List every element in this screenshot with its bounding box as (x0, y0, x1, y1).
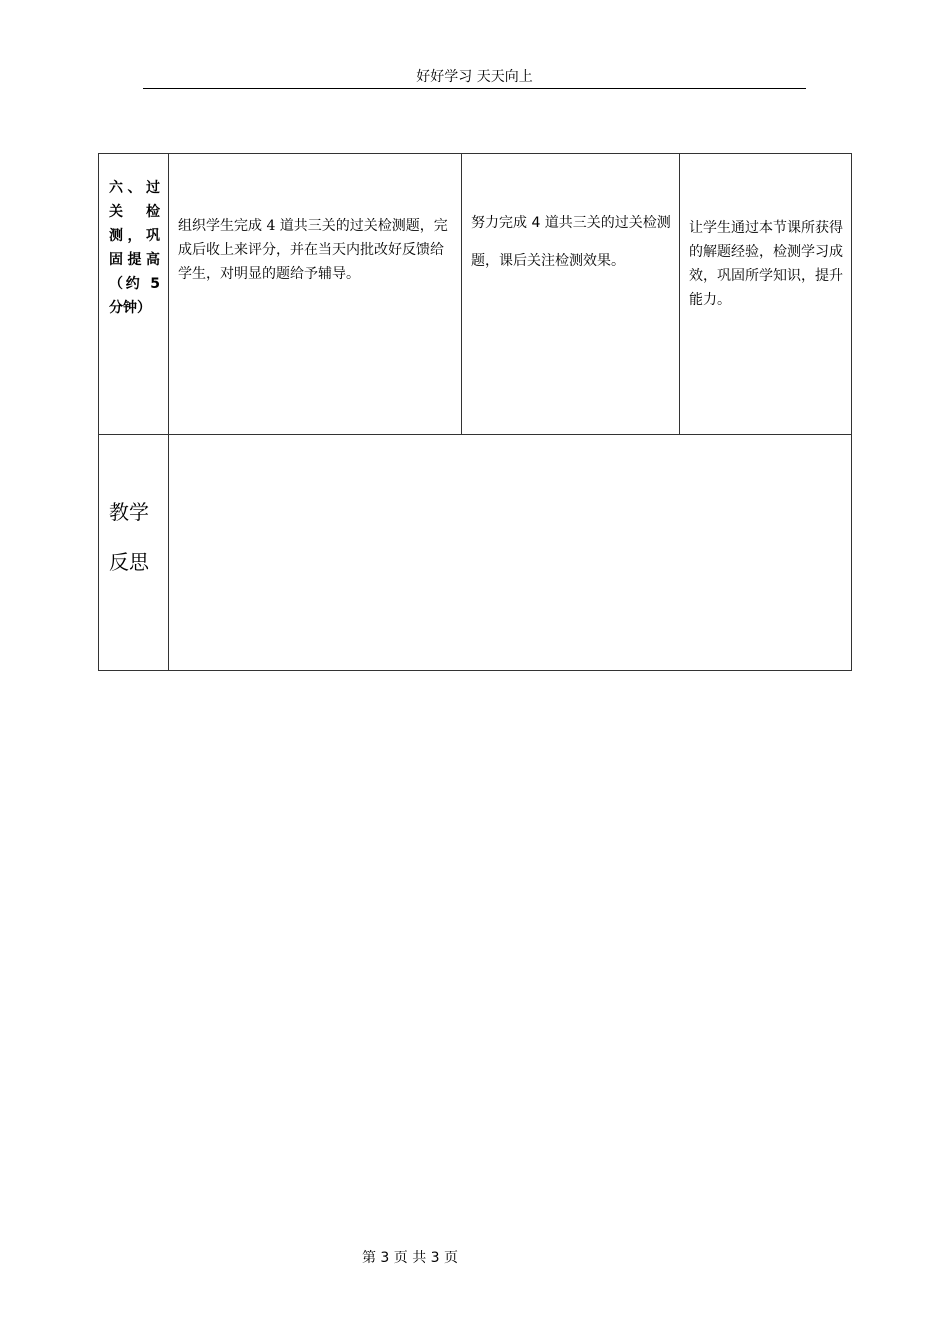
table-row-stage-six (99, 154, 852, 435)
reflection-label-line: 反思 (109, 550, 149, 574)
reflection-content-cell[interactable] (169, 435, 852, 671)
stage-line: （约 5 (109, 276, 160, 292)
design-purpose-cell (680, 154, 852, 435)
stage-line: 分钟） (109, 300, 151, 316)
table-row-reflection (99, 435, 852, 671)
teacher-activity-cell (169, 154, 462, 435)
reflection-label-line: 教学 (109, 500, 149, 524)
reflection-label-cell (99, 435, 169, 671)
stage-line: 六、过 (109, 180, 160, 196)
header-text: 好好学习 天天向上 (416, 69, 533, 85)
stage-title-cell (99, 154, 169, 435)
page-footer (0, 1248, 820, 1268)
stage-line: 关 检 (109, 204, 160, 220)
student-activity-cell (462, 154, 680, 435)
design-purpose-text: 让学生通过本节课所获得的解题经验，检测学习成效，巩固所学知识，提升能力。 (689, 220, 843, 308)
teacher-activity-text: 组织学生完成 4 道共三关的过关检测题，完成后收上来评分，并在当天内批改好反馈给学生，对明显的题给予辅导。 (178, 218, 448, 282)
stage-line: 固提高 (109, 252, 160, 268)
lesson-table (98, 153, 852, 671)
stage-line: 测，巩 (109, 228, 160, 244)
page-number: 第 3 页 共 3 页 (361, 1250, 459, 1266)
student-activity-text: 努力完成 4 道共三关的过关检测题，课后关注检测效果。 (471, 215, 671, 269)
page-header (143, 66, 806, 89)
